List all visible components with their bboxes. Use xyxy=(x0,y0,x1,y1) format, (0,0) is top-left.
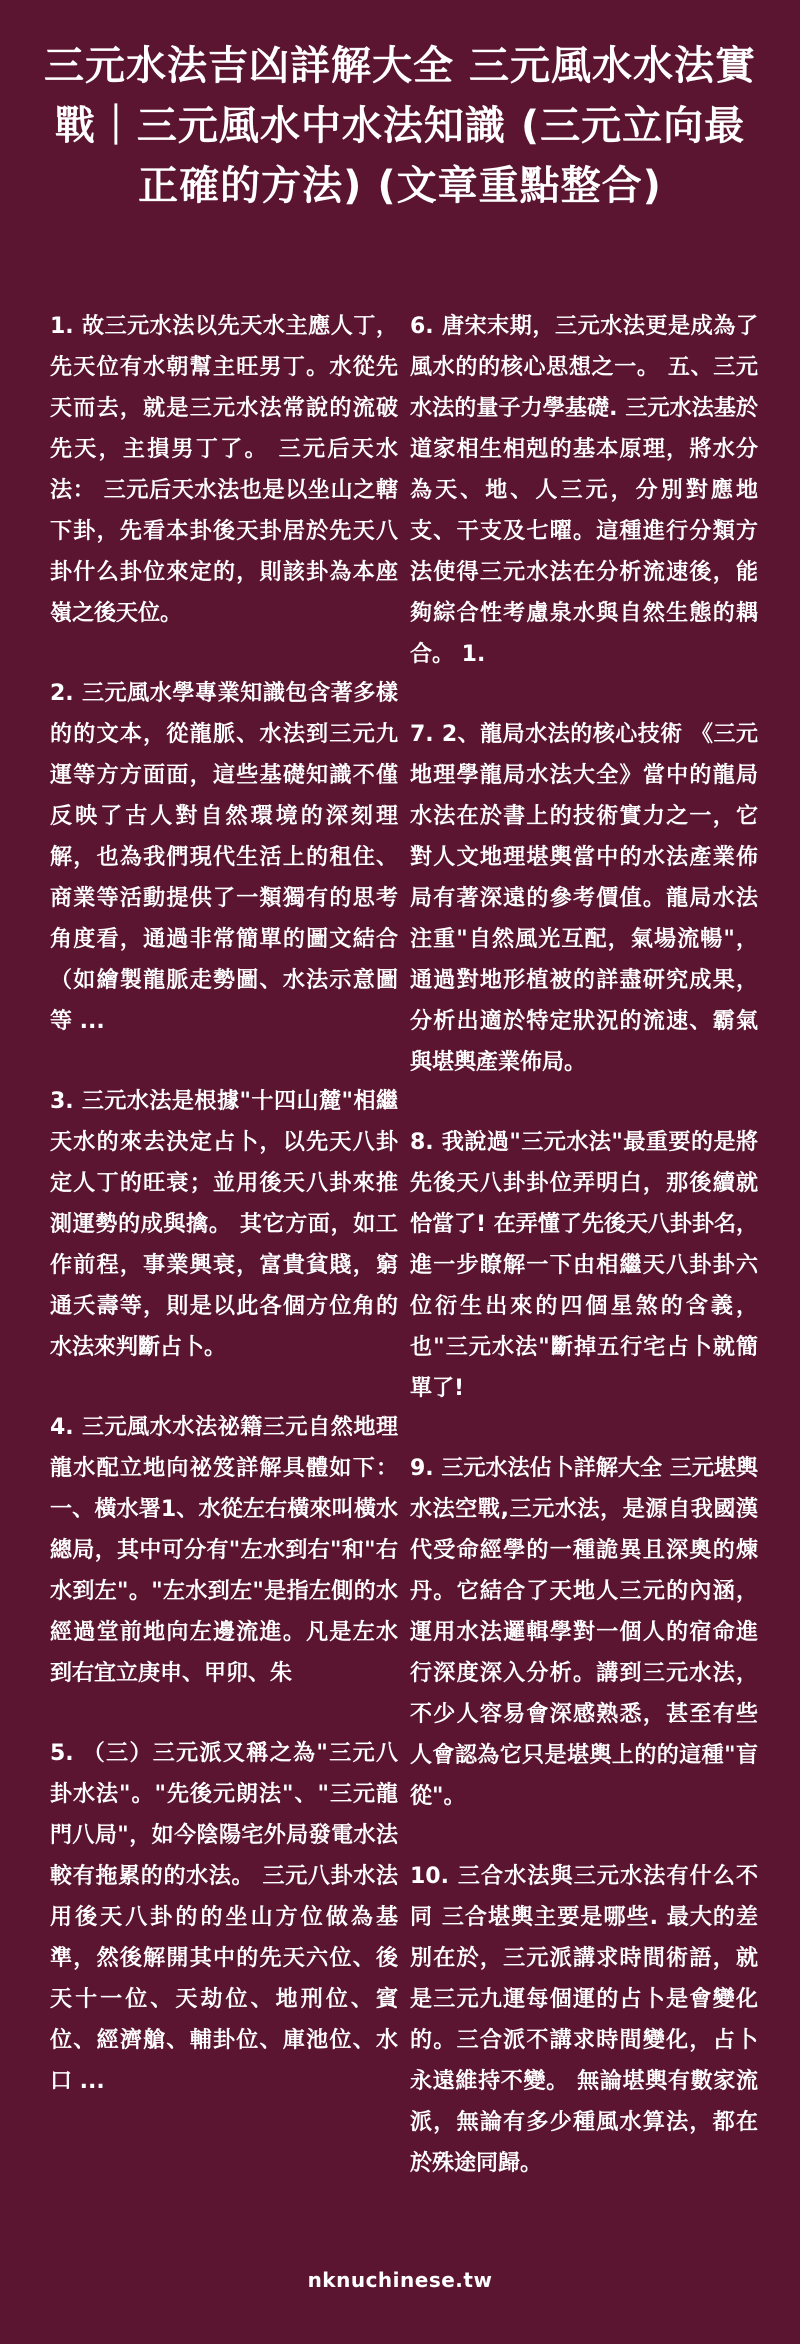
list-item: 4. 三元風水水法祕籍三元自然地理龍水配立地向祕笈詳解具體如下：一、橫水署1、水從左右橫來叫橫水總局，其中可分有"左水到右"和"右水到左"。"左水到左"是指左側的水經過堂前地向左邊流進。凡是左水到右宜立庚申、甲卯、朱 xyxy=(50,1415,398,1686)
list-item: 9. 三元水法佔卜詳解大全 三元堪輿水法空戰,三元水法，是源自我國漢代受命經學的一種詭異且深奧的煉丹。它結合了天地人三元的內涵，運用水法邏輯學對一個人的宿命進行深度深入分析。講到三元水法，不少人容易會深感熟悉，甚至有些人會認為它只是堪輿上的的這種"盲從"。 xyxy=(410,1456,758,1809)
list-item: 5. （三）三元派又稱之為"三元八卦水法"。"先後元朗法"、"三元龍門八局"，如今陰陽宅外局發電水法較有拖累的的水法。 三元八卦水法用後天八卦的的坐山方位做為基準，然後解開其中的先天六位、後天十一位、天劫位、地刑位、賓位、經濟艙、輔卦位、庫池位、水口 ... xyxy=(50,1741,398,2094)
list-item: 2. 三元風水學專業知識包含著多樣的的文本，從龍脈、水法到三元九運等方方面面，這些基礎知識不僅反映了古人對自然環境的深刻理解，也為我們現代生活上的租住、商業等活動提供了一類獨有的思考角度看，通過非常簡單的圖文結合（如繪製龍脈走勢圖、水法示意圖等 ... xyxy=(50,681,398,1034)
list-item: 1. 故三元水法以先天水主應人丁，先天位有水朝幫主旺男丁。水從先天而去，就是三元水法常說的流破先天，主損男丁了。 三元后天水法： 三元后天水法也是以坐山之轄下卦，先看本卦後天卦居於先天八卦什么卦位來定的，則該卦為本座嶺之後天位。 xyxy=(50,314,398,626)
list-item: 10. 三合水法與三元水法有什么不同 三合堪輿主要是哪些. 最大的差別在於，三元派講求時間術語，就是三元九運每個運的占卜是會變化的。三合派不講求時間變化，占卜永遠維持不變。 無論堪輿有數家流派，無論有多少種風水算法，都在於殊途同歸。 xyxy=(410,1864,758,2176)
list-item: 7. 2、龍局水法的核心技術 《三元地理學龍局水法大全》當中的龍局水法在於書上的技術實力之一，它對人文地理堪輿當中的水法產業佈局有著深遠的參考價值。龍局水法注重"自然風光互配，氣場流暢"，通過對地形植被的詳盡研究成果，分析出適於特定狀況的流速、霸氣與堪輿產業佈局。 xyxy=(410,722,758,1075)
list-item: 3. 三元水法是根據"十四山麓"相繼天水的來去決定占卜，以先天八卦定人丁的旺衰；並用後天八卦來推測運勢的成與擒。 其它方面，如工作前程，事業興衰，富貴貧賤，窮通夭壽等，則是以此各個方位角的水法來判斷占卜。 xyxy=(50,1089,398,1360)
page-title: 三元水法吉凶詳解大全 三元風水水法實戰｜三元風水中水法知識 (三元立向最正確的方法) (文章重點整合) xyxy=(44,43,756,209)
list-item: 6. 唐宋末期，三元水法更是成為了風水的的核心思想之一。 五、三元水法的量子力學基礎. 三元水法基於道家相生相剋的基本原理，將水分為天、地、人三元，分別對應地支、干支及七曜。這種進行分類方法使得三元水法在分析流速後，能夠綜合性考慮泉水與自然生態的耦合。 1. xyxy=(410,314,758,667)
left-column xyxy=(50,306,398,2141)
site-watermark: nknuchinese.tw xyxy=(307,2268,493,2292)
list-item: 8. 我說過"三元水法"最重要的是將先後天八卦卦位弄明白，那後續就恰當了! 在弄懂了先後天八卦卦名，進一步瞭解一下由相繼天八卦卦六位衍生出來的四個星煞的含義，也"三元水法"斷掉五行宅占卜就簡單了! xyxy=(410,1130,758,1401)
right-column xyxy=(410,306,758,2223)
